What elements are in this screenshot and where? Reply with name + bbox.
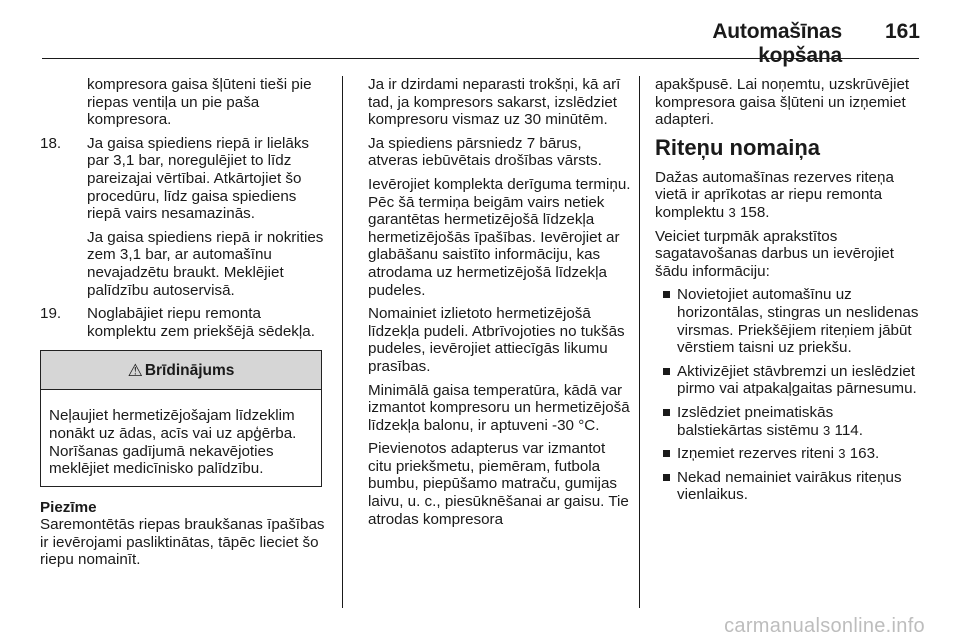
note-text: Saremontētās riepas braukšanas īpašības ir ievērojami pasliktinātas, tāpēc lieciet šo riepu nomainīt.	[40, 516, 325, 569]
page-title: Automašīnas kopšana	[712, 20, 842, 67]
column-2	[368, 76, 632, 534]
bullet-square-icon	[663, 450, 670, 457]
list-item	[655, 286, 922, 356]
note-title: Piezīme	[40, 498, 97, 516]
item-number: 18.	[40, 134, 62, 152]
page-ref-icon: 3	[728, 204, 736, 220]
paragraph	[655, 169, 922, 222]
list-item-19	[40, 305, 332, 340]
item-subtext: Ja gaisa spiediens riepā ir nokrities zem 3,1 bar, ar automašīnu nevajadzētu braukt. Meklējiet palīdzību autoservisā.	[87, 228, 324, 299]
item-number: 19.	[40, 305, 62, 323]
bullet-square-icon	[663, 291, 670, 298]
item-text: Noglabājiet riepu remonta komplektu zem priekšējā sēdekļa.	[87, 305, 315, 340]
page-ref-link[interactable]: 163.	[849, 445, 880, 463]
page-ref-link[interactable]: 114.	[834, 421, 863, 439]
page-ref-link[interactable]: 158.	[739, 203, 770, 221]
warning-triangle-icon: ⚠	[127, 360, 143, 380]
bullet-square-icon	[663, 474, 670, 481]
continued-text: apakšpusē. Lai noņemtu, uzskrūvējiet kompresora gaisa šļūteni un izņemiet adapteri.	[655, 76, 910, 129]
warning-box	[40, 350, 322, 486]
paragraph: Ievērojiet komplekta derīguma termiņu. Pēc šā termiņa beigām vairs netiek garantētas hermetizējošā līdzekļa hermetizējošās īpašības. Ievērojiet ar glabāšanu saistīto informāciju, kas atrodama uz hermetizējošā līdzekļa pudeles.	[368, 175, 631, 299]
warning-title: Brīdinājums	[144, 361, 235, 379]
bullet-text: Novietojiet automašīnu uz horizontālas, stingras un neslidenas virsmas. Priekšējiem riteņiem jābūt vērstiem taisni uz priekšu.	[677, 286, 919, 357]
bullet-text: Izslēdziet pneimatiskās balstiekārtas sistēmu	[677, 403, 834, 439]
paragraph: Nomainiet izlietoto hermetizējošā līdzekļa pudeli. Atbrīvojoties no tukšās pudeles, ievērojiet attiecīgās likumu prasības.	[368, 305, 625, 375]
page-number: 161	[884, 20, 920, 43]
column-divider-1	[342, 76, 343, 608]
list-item	[655, 469, 922, 504]
list-item	[655, 363, 922, 398]
paragraph: Ja ir dzirdami neparasti trokšņi, kā arī tad, ja kompresors sakarst, izslēdziet kompresoru vismaz uz 30 minūtēm.	[368, 76, 621, 129]
paragraph: Veiciet turpmāk aprakstītos sagatavošanas darbus un ievērojiet šādu informāciju:	[655, 227, 894, 280]
continued-text: kompresora gaisa šļūteni tieši pie riepas ventiļa un pie paša kompresora.	[87, 76, 312, 129]
header-rule	[42, 58, 919, 59]
list-item-18	[40, 135, 332, 299]
bullet-square-icon	[663, 409, 670, 416]
warning-text: Neļaujiet hermetizējošajam līdzeklim nonākt uz ādas, acīs vai uz apģērba. Norīšanas gadījumā nekavējoties meklējiet medicīnisko palīdzību.	[49, 407, 297, 478]
list-item	[655, 404, 922, 439]
bullet-text: Nekad nemainiet vairākus riteņus vienlaikus.	[677, 468, 902, 504]
paragraph: Pievienotos adapterus var izmantot citu priekšmetu, piemēram, futbola bumbu, piepūšamo matraču, gumijas laivu, u. c., piesūknēšanai ar gaisu. Tie atrodas kompresora	[368, 440, 629, 528]
bullet-text: Aktivizējiet stāvbremzi un ieslēdziet pirmo vai atpakaļgaitas pārnesumu.	[677, 362, 917, 398]
page-ref-icon: 3	[823, 422, 831, 438]
paragraph-text: Dažas automašīnas rezerves riteņa vietā ir aprīkotas ar riepu remonta komplektu	[655, 168, 894, 221]
list-item	[655, 445, 922, 463]
bullet-square-icon	[663, 368, 670, 375]
paragraph: Ja spiediens pārsniedz 7 bārus, atveras iebūvētais drošības vārsts.	[368, 134, 602, 170]
section-heading: Riteņu nomaiņa	[655, 134, 821, 160]
watermark: carmanualsonline.info	[724, 615, 925, 637]
column-divider-2	[639, 76, 640, 608]
paragraph: Minimālā gaisa temperatūra, kādā var izmantot kompresoru un hermetizējošā līdzekļa balonu, ir aptuveni -30 °C.	[368, 381, 630, 434]
column-3	[655, 76, 922, 510]
page-ref-icon: 3	[838, 446, 846, 462]
item-text: Ja gaisa spiediens riepā ir lielāks par 3,1 bar, noregulējiet to līdz pareizajai vērtībai. Atkārtojiet šo procedūru, līdz gaisa spiediens riepā vairs nesamazinās.	[87, 134, 310, 223]
bullet-text: Izņemiet rezerves riteni	[677, 445, 834, 463]
column-1	[40, 76, 332, 575]
warning-header	[41, 351, 321, 390]
